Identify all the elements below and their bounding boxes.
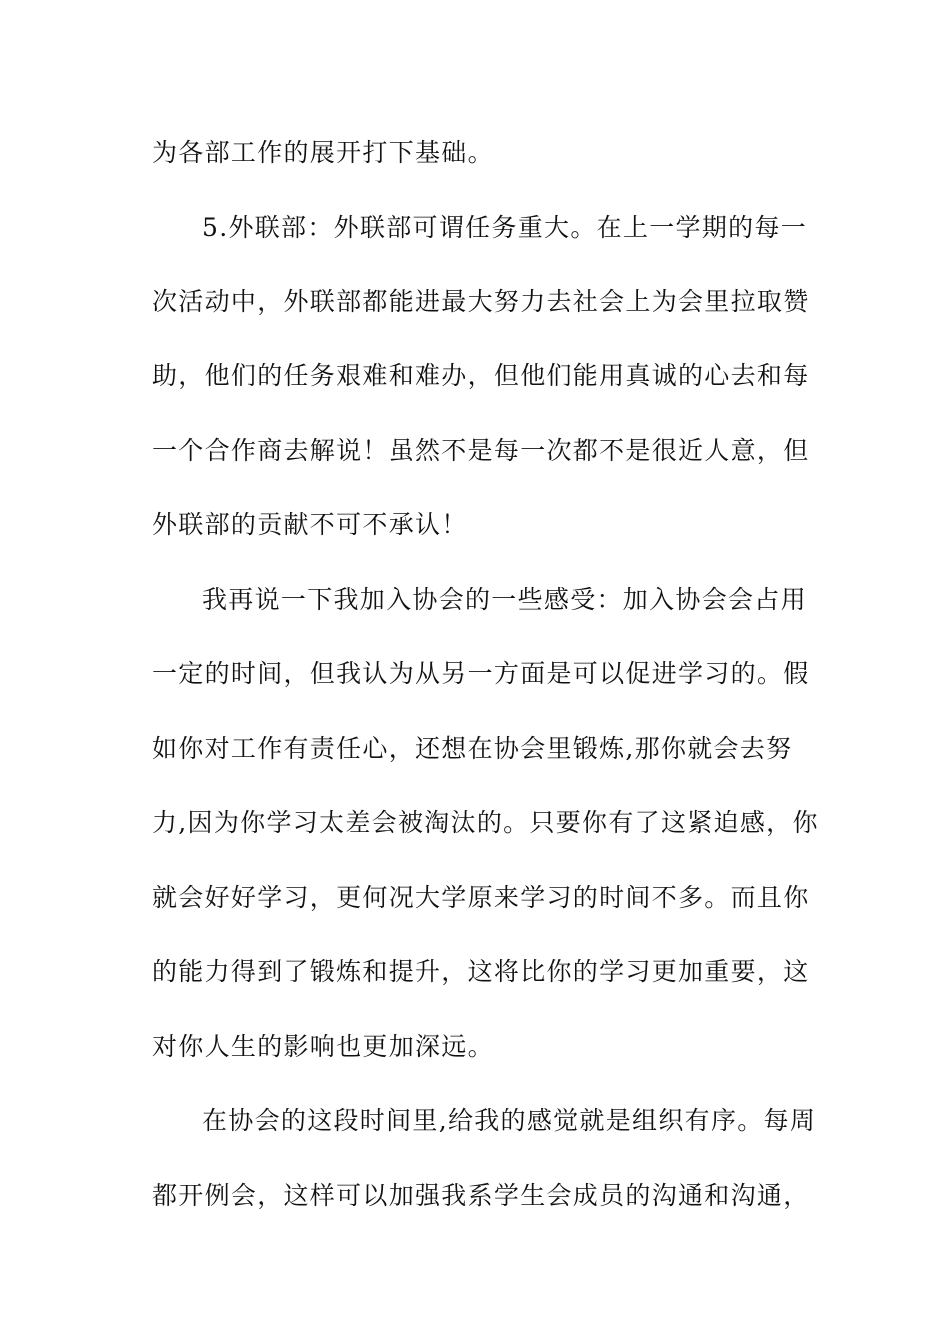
text-line: 一个合作商去解说！虽然不是每一次都不是很近人意，但 (152, 436, 810, 465)
text-line: 如你对工作有责任心，还想在协会里锻炼,那你就会去努 (152, 734, 793, 763)
text-line: 助，他们的任务艰难和难办，但他们能用真诚的心去和每 (152, 361, 810, 390)
text-line: 对你人生的影响也更加深远。 (152, 1032, 494, 1061)
text-line: 次活动中，外联部都能进最大努力去社会上为会里拉取赞 (152, 287, 810, 316)
text-line: 为各部工作的展开打下基础。 (152, 138, 494, 167)
text-line: 的能力得到了锻炼和提升，这将比你的学习更加重要，这 (152, 957, 810, 986)
text-line: 一定的时间，但我认为从另一方面是可以促进学习的。假 (152, 659, 810, 688)
text-line: 5.外联部：外联部可谓任务重大。在上一学期的每一 (202, 213, 808, 242)
text-line: 在协会的这段时间里,给我的感觉就是组织有序。每周 (202, 1106, 817, 1135)
text-line: 就会好好学习，更何况大学原来学习的时间不多。而且你 (152, 883, 810, 912)
text-line: 外联部的贡献不可不承认！ (152, 510, 468, 539)
text-line: 力,因为你学习太差会被淘汰的。只要你有了这紧迫感，你 (152, 808, 819, 837)
text-line: 都开例会，这样可以加强我系学生会成员的沟通和沟通， (152, 1181, 810, 1210)
text-line: 我再说一下我加入协会的一些感受：加入协会会占用 (202, 585, 807, 614)
